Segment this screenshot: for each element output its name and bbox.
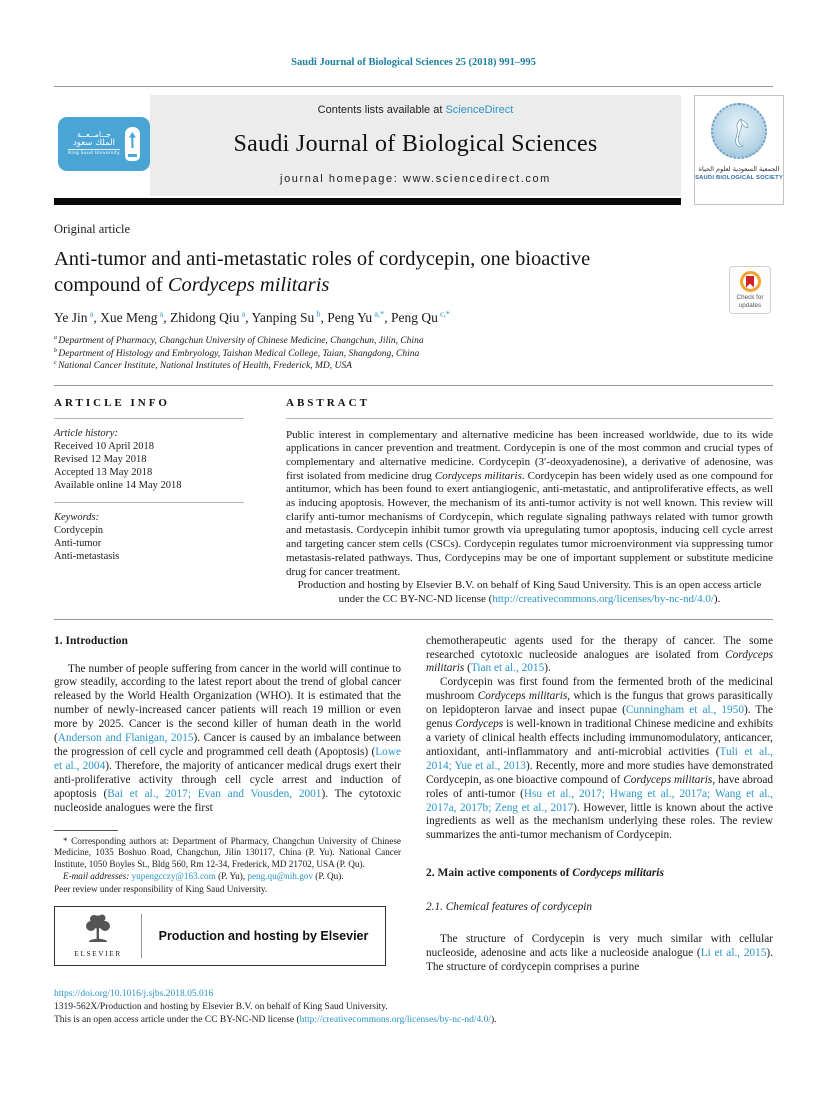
bookmark-icon: [746, 276, 754, 288]
footnotes-block: [54, 836, 401, 896]
structure-paragraph: The structure of Cordycepin is very much similar with cellular nucleoside, adenosine and acts like a nucleoside analogue (Li et al., 2015). The structure of cordycepin comprises a purine: [426, 933, 774, 973]
abstract-body: Public interest in complementary and alternative medicine has been increased worldwide, due to its wide applications in cancer prevention and treatment. Cordycepin is one of the most common and crucial types of complementary and alternative medicine. Cordycepin (3′-deoxyadenosine), a derivative of adenosine, was first isolated from medicine drug Cordyceps militaris. Cordycepin has been widely used as one compound for antitumor, which has been found to exert antiangiogenic, anti-metastatic, and antiproliferative effects, as well as inducing apoptosis. However, the mechanism of its anti-tumor activity is not well known. This review will clarify anti-tumor mechanisms of Cordycepin, which regulate signaling pathways related with tumor growth and metastasis. Cordycepin inhibit tumor growth via upregulating tumor apoptosis, inducing cell cycle arrest and targeting cancer stem cells (CSCs). Cordycepin regulates tumor microenvironment via suppressing tumor metastasis-related pathways. Thus, Cordycepins may be one of important supplement or substitute medicine drug for cancer treatment.: [286, 428, 773, 578]
elsevier-wordmark: ELSEVIER: [74, 949, 122, 959]
production-hosting-label: Production and hosting by Elsevier: [158, 928, 369, 943]
history-revised: Revised 12 May 2018: [54, 453, 147, 465]
meta-bottom-rule: [54, 619, 773, 620]
article-title: Anti-tumor and anti-metastatic roles of cordycepin, one bioactive compound of Cordyceps militaris: [54, 248, 591, 296]
affiliation-a: $^a$ Department of Pharmacy, Changchun University of Chinese Medicine, Changchun, Jilin, China: [54, 334, 424, 346]
abstract-license-line[interactable]: Production and hosting by Elsevier B.V. on behalf of King Saud University. This is an open access article under the CC BY-NC-ND license (http://creativecommons.org/licenses/by-nc-nd/4.0/).: [297, 579, 762, 605]
continuation-paragraph: chemotherapeutic agents used for the therapy of cancer. The some researched cytotoxic nucleoside analogues are isolated from Cordyceps militaris (Tian et al., 2015).: [426, 634, 773, 675]
journal-banner: [150, 95, 681, 196]
journal-masthead: [54, 95, 783, 196]
king-saud-university-logo: [58, 117, 150, 171]
check-updates-label: Check for updates: [736, 294, 764, 309]
article-history-group: [54, 419, 244, 502]
sbs-emblem-icon: [711, 103, 767, 159]
saudi-biological-society-logo: [694, 95, 784, 205]
sbs-english-label: SAUDI BIOLOGICAL SOCIETY: [695, 175, 783, 181]
corresponding-authors-note: * Corresponding authors at: Department of Pharmacy, Changchun University of Chinese Medicine, 1035 Boshuo Road, Changchun, Jilin 130117, China (P. Yu). National Cancer Institute, 1050 Boyles St., Bldg 560, Rm 12-34, Frederick, MD 21702, USA (P. Qu).: [54, 835, 401, 869]
email-addresses-line[interactable]: E-mail addresses: yupengcczy@163.com (P. Yu), peng.qu@nih.gov (P. Qu).: [63, 871, 344, 882]
sbs-arabic-label: الجمعية السعودية لعلوم الحياة: [698, 165, 780, 173]
issn-line: 1319-562X/Production and hosting by Elsevier B.V. on behalf of King Saud University.: [54, 1001, 388, 1012]
elsevier-logo: [55, 912, 141, 961]
check-for-updates-badge[interactable]: [729, 266, 771, 314]
affiliations: [54, 335, 773, 373]
crossmark-icon: [740, 271, 761, 292]
article-info-column: [54, 397, 244, 607]
top-rule: [54, 86, 773, 87]
ksu-palm-emblem-icon: [125, 127, 140, 161]
history-received: Received 10 April 2018: [54, 440, 155, 452]
history-online: Available online 14 May 2018: [54, 479, 182, 491]
section-2-heading: 2. Main active components of Cordyceps militaris: [426, 867, 664, 880]
cordycepin-history-paragraph: Cordycepin was first found from the fermented broth of the medicinal mushroom Cordyceps militaris, which is the fungus that grows parasitically on lepidopteron larvae and insect pupae (Cunningham et al., 1950). The genus Cordyceps is well-known in traditional Chinese medicine and exhibits a variety of clinical health effects including immunomodulatory, anticancer, antioxidant, anti-inflammatory and anti-microbial activities (Tuli et al., 2014; Yue et al., 2013). Recently, more and more studies have demonstrated Cordycepin, as one bioactive compound of Cordyceps militaris, have abroad roles of anti-tumor (Hsu et al., 2017; Hwang et al., 2017a; Wang et al., 2017a, 2017b; Zeng et al., 2017). However, little is known about the active ingredients as well as the mechanism underlying these roles. The review summarizes the anti-tumor mechanism of Cordycepin.: [426, 676, 774, 842]
keywords-group: [54, 503, 244, 573]
ksu-arabic-line2: الملك سعود: [68, 139, 120, 150]
history-accepted: Accepted 13 May 2018: [54, 466, 153, 478]
sciencedirect-link[interactable]: ScienceDirect: [445, 104, 514, 116]
abstract-column: [286, 397, 773, 607]
sbs-bird-icon: [729, 117, 753, 149]
keywords-label: Keywords:: [54, 511, 100, 523]
keyword-item: Anti-metastasis: [54, 550, 120, 562]
contents-prefix: Contents lists available at: [317, 104, 446, 116]
journal-title: Saudi Journal of Biological Sciences: [233, 131, 598, 157]
abstract-heading: ABSTRACT: [286, 396, 370, 409]
ksu-arabic-line1: جــامــعــة: [77, 129, 111, 139]
elsevier-tree-icon: [81, 912, 115, 946]
ksu-english-label: King Saud University: [68, 151, 120, 157]
ksu-logo-text: [68, 131, 120, 157]
journal-homepage-link[interactable]: journal homepage: www.sciencedirect.com: [280, 173, 551, 185]
authors-line: Ye Jin $^a$, Xue Meng $^a$, Zhidong Qiu $^a$, Yanping Su $^b$, Peng Yu $^{a,*}$, Peng Qu $^{c,*}$: [54, 309, 450, 325]
keyword-item: Cordycepin: [54, 524, 103, 536]
page-footer: [54, 988, 773, 1027]
doi-link[interactable]: https://doi.org/10.1016/j.sjbs.2018.05.016: [54, 988, 214, 999]
intro-paragraph: The number of people suffering from cancer in the world will continue to grow steadily, according to the latest report about the trend of global cancer released by the World Health Organization (WHO). It is estimated that the number of newly-increased cancer patients will reach 19 million or even more by 2025. Cancer is the second killer of human death in the world (Anderson and Flanigan, 2015). Cancer is caused by an imbalance between the progression of cell cycle and programmed cell death (Apoptosis) (Lowe et al., 2004). Therefore, the majority of anticancer medical drugs exert their anti-proliferative activity through cell cycle arrest and induction of apoptosis (Bai et al., 2017; Evan and Vousden, 2001). The cytotoxic nucleoside analogues were the first: [54, 662, 402, 814]
article-type-label: Original article: [54, 222, 131, 236]
keyword-item: Anti-tumor: [54, 537, 102, 549]
masthead-black-bar: [54, 198, 681, 205]
section-2-1-heading: 2.1. Chemical features of cordycepin: [426, 901, 593, 914]
left-column: [54, 635, 401, 975]
running-head-citation[interactable]: Saudi Journal of Biological Sciences 25 (2018) 991–995: [291, 57, 536, 68]
section-1-heading: 1. Introduction: [54, 634, 128, 647]
peer-review-note: Peer review under responsibility of King Saud University.: [54, 883, 268, 894]
license-line[interactable]: This is an open access article under the CC BY-NC-ND license (http://creativecommons.org/licenses/by-nc-nd/4.0/).: [54, 1014, 497, 1025]
footnote-rule: [54, 830, 118, 831]
article-header: [54, 222, 773, 373]
contents-line: [318, 104, 514, 116]
article-info-heading: ARTICLE INFO: [54, 396, 170, 409]
affiliation-c: $^c$ National Cancer Institute, National Institutes of Health, Frederick, MD, USA: [54, 359, 352, 371]
article-body: [54, 635, 773, 975]
abstract-rule: [286, 418, 773, 419]
history-label: Article history:: [54, 427, 118, 439]
affiliation-b: $^b$ Department of Histology and Embryology, Taishan Medical College, Taian, Shangdong, China: [54, 347, 420, 359]
production-hosting-box: [54, 906, 386, 966]
info-abstract-section: [54, 386, 773, 607]
right-column: [426, 635, 773, 975]
